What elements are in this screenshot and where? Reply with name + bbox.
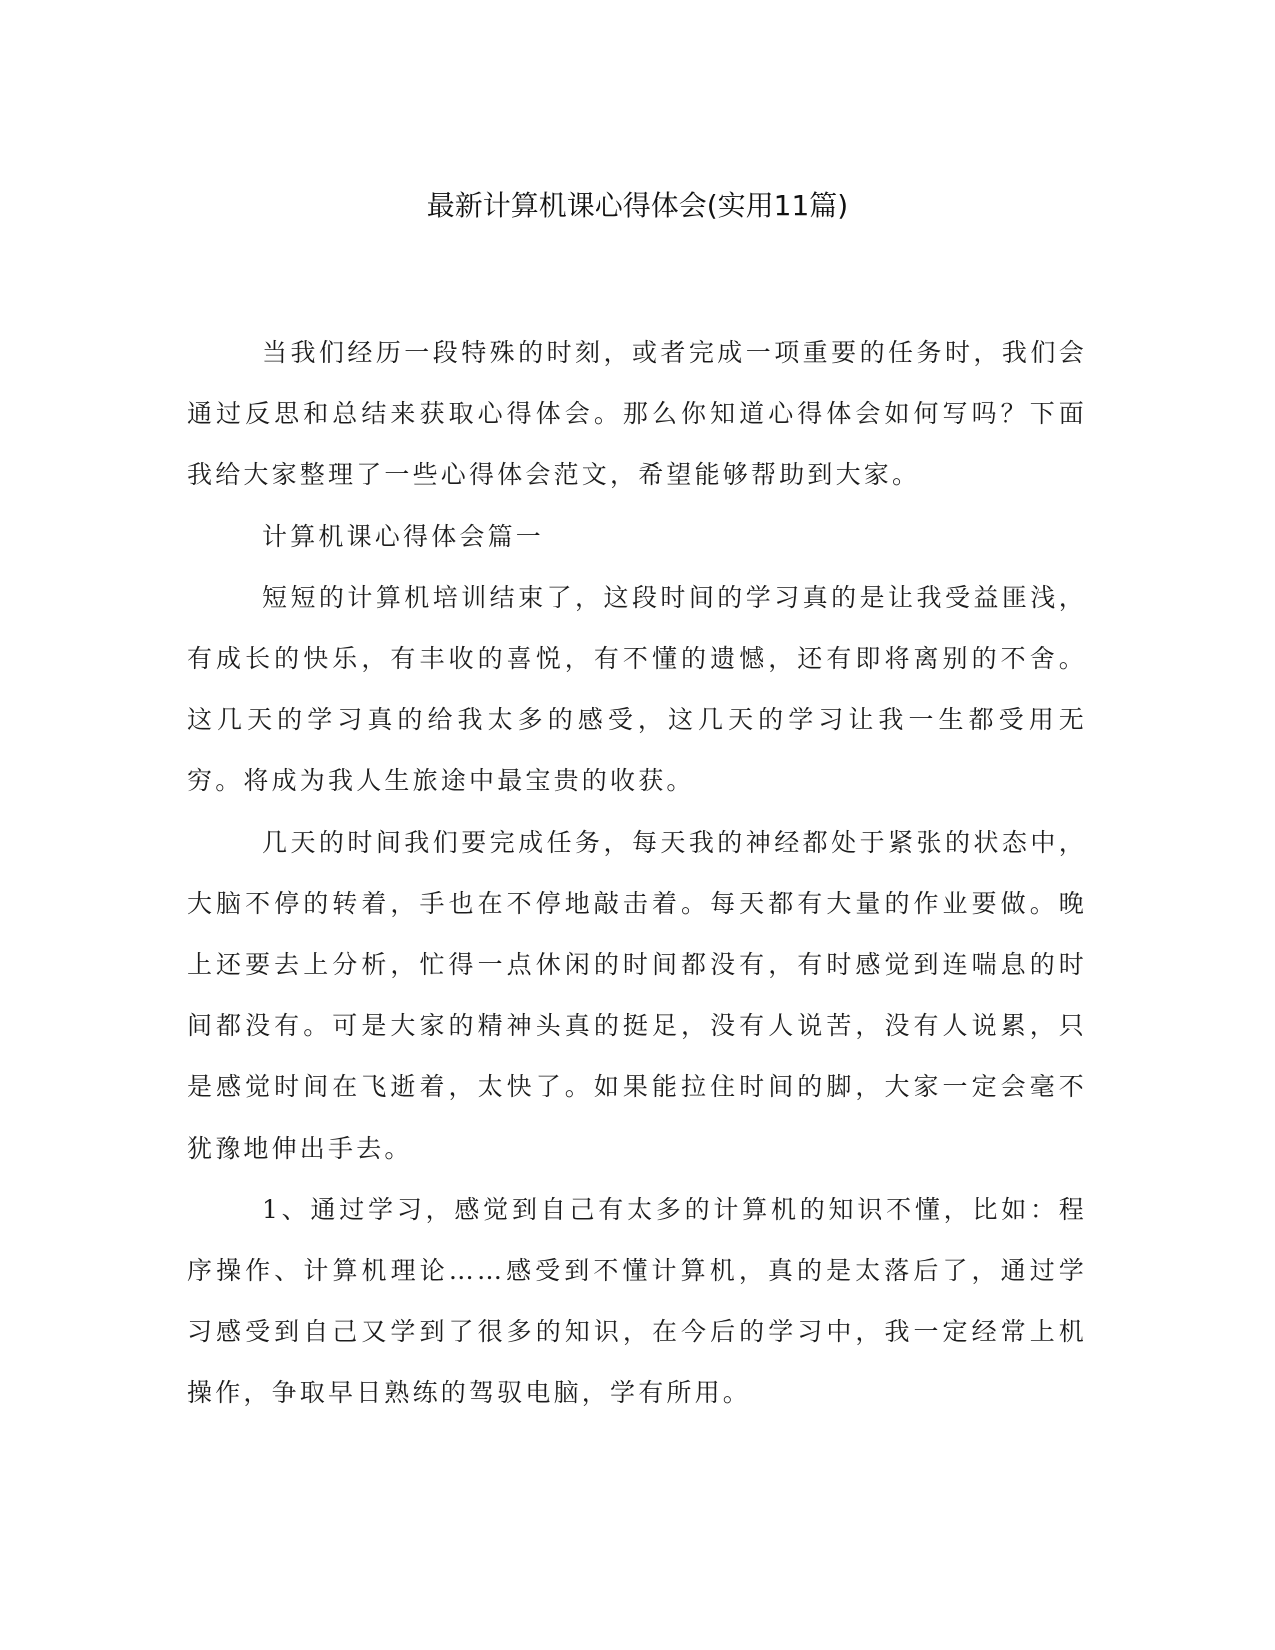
body-paragraph: 短短的计算机培训结束了，这段时间的学习真的是让我受益匪浅，有成长的快乐，有丰收的喜悦，有不懂的遗憾，还有即将离别的不舍。这几天的学习真的给我太多的感受，这几天的学习让我一生都受用无穷。将成为我人生旅途中最宝贵的收获。 xyxy=(187,582,1087,796)
body-paragraph: 1、通过学习，感觉到自己有太多的计算机的知识不懂，比如：程序操作、计算机理论……感受到不懂计算机，真的是太落后了，通过学习感受到自己又学到了很多的知识，在今后的学习中，我一定经常上机操作，争取早日熟练的驾驭电脑，学有所用。 xyxy=(187,1194,1087,1408)
intro-paragraph: 当我们经历一段特殊的时刻，或者完成一项重要的任务时，我们会通过反思和总结来获取心得体会。那么你知道心得体会如何写吗？下面我给大家整理了一些心得体会范文，希望能够帮助到大家。 xyxy=(187,338,1087,490)
document-title: 最新计算机课心得体会(实用11篇) xyxy=(426,189,849,222)
section-heading: 计算机课心得体会篇一 xyxy=(262,521,545,551)
body-paragraph: 几天的时间我们要完成任务，每天我的神经都处于紧张的状态中，大脑不停的转着，手也在不停地敲击着。每天都有大量的作业要做。晚上还要去上分析，忙得一点休闲的时间都没有，有时感觉到连喘息的时间都没有。可是大家的精神头真的挺足，没有人说苦，没有人说累，只是感觉时间在飞逝着，太快了。如果能拉住时间的脚，大家一定会毫不犹豫地伸出手去。 xyxy=(187,827,1087,1163)
document-body xyxy=(187,322,1087,1424)
